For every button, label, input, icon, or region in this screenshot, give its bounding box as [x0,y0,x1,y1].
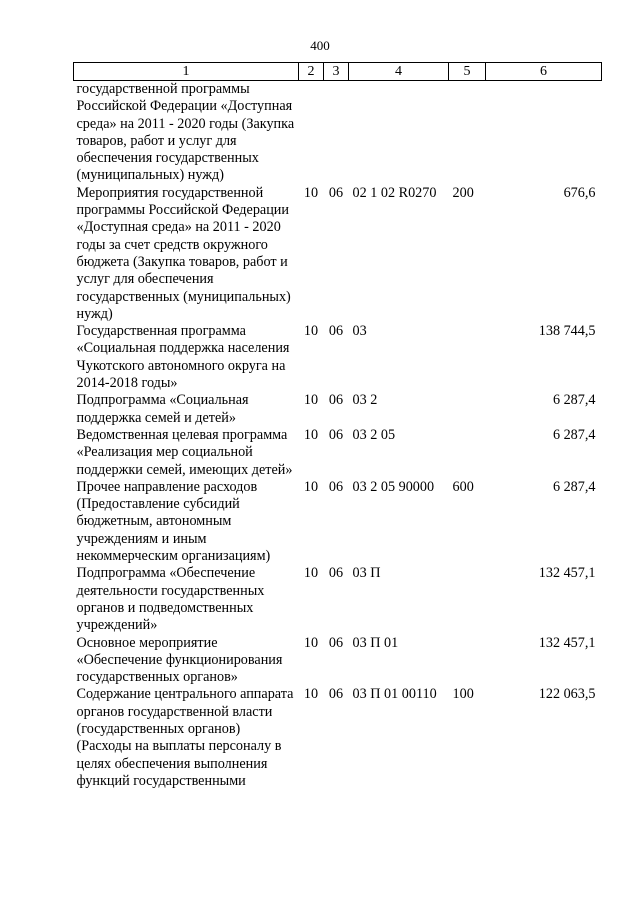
table-row [74,185,602,323]
table-row [74,565,602,634]
row-expense-type [449,392,486,427]
header-col-3: 3 [324,63,349,81]
table-row [74,323,602,392]
row-target-code: 03 2 05 90000 [352,478,435,495]
row-subsection: 06 [328,323,344,340]
row-amount: 132 457,1 [538,634,596,651]
row-target-code: 03 [352,323,367,340]
header-col-2: 2 [299,63,324,81]
header-col-4: 4 [349,63,449,81]
row-subsection [324,81,349,185]
row-amount: 676,6 [563,184,596,201]
row-section: 10 [303,392,319,409]
row-target-code: 03 П [352,565,381,582]
row-name: Мероприятия государственной программы Российской Федерации «Доступная среда» на 2011 - 2020 годы за счет средств окружного бюджета (Закупка товаров, работ и услуг для обеспечения государственных (муниципальных) нужд) [76,184,291,322]
row-target-code: 03 П 01 [352,634,399,651]
row-section: 10 [303,184,319,201]
row-name: Содержание центрального аппарата органов государственной власти (государственных органов) (Расходы на выплаты персоналу в целях обеспечения выполнения функций государственными [76,686,294,789]
row-expense-type: 200 [452,184,474,201]
row-amount: 6 287,4 [552,426,596,443]
table-row [74,427,602,479]
row-section [299,81,324,185]
row-name: Ведомственная целевая программа «Реализация мер социальной поддержки семей, имеющих детей» [76,426,293,478]
row-amount: 6 287,4 [552,392,596,409]
row-section: 10 [303,478,319,495]
row-name: Подпрограмма «Социальная поддержка семей и детей» [76,392,249,426]
table-row [74,479,602,565]
row-amount: 6 287,4 [552,478,596,495]
row-name: Прочее направление расходов (Предоставление субсидий бюджетным, автономным учреждениям и иным некоммерческим организациям) [76,478,271,565]
row-expense-type [449,427,486,479]
row-subsection: 06 [328,478,344,495]
row-target-code [349,81,449,185]
row-subsection: 06 [328,184,344,201]
row-subsection: 06 [328,392,344,409]
row-target-code: 02 1 02 R0270 [352,184,437,201]
row-expense-type: 600 [452,478,474,495]
row-expense-type: 100 [452,686,474,703]
row-target-code: 03 П 01 00110 [352,686,437,703]
budget-table [73,62,602,790]
row-subsection: 06 [328,426,344,443]
row-amount: 132 457,1 [538,565,596,582]
table-row [74,635,602,687]
header-col-5: 5 [449,63,486,81]
table-header-row [74,63,602,81]
row-expense-type [449,323,486,392]
row-section: 10 [303,686,319,703]
row-target-code: 03 2 [352,392,378,409]
row-name: государственной программы Российской Федерации «Доступная среда» на 2011 - 2020 годы (Закупка товаров, работ и услуг для обеспечения государственных (муниципальных) нужд) [76,81,295,184]
row-section: 10 [303,634,319,651]
row-subsection: 06 [328,634,344,651]
row-section: 10 [303,323,319,340]
row-expense-type [449,81,486,185]
row-name: Основное мероприятие «Обеспечение функционирования государственных органов» [76,634,283,686]
row-amount [486,81,602,185]
row-target-code: 03 2 05 [352,426,396,443]
table-row [74,686,602,790]
row-amount: 122 063,5 [538,686,596,703]
row-section: 10 [303,426,319,443]
row-expense-type [449,635,486,687]
table-row [74,392,602,427]
row-expense-type [449,565,486,634]
row-name: Государственная программа «Социальная поддержка населения Чукотского автономного округа на 2014-2018 годы» [76,323,290,392]
row-amount: 138 744,5 [538,323,596,340]
page-number: 400 [310,38,330,53]
header-col-6: 6 [486,63,602,81]
row-name: Подпрограмма «Обеспечение деятельности государственных органов и подведомственных учреждений» [76,565,265,634]
row-subsection: 06 [328,686,344,703]
row-subsection: 06 [328,565,344,582]
header-col-1: 1 [74,63,299,81]
row-section: 10 [303,565,319,582]
table-row [74,81,602,185]
